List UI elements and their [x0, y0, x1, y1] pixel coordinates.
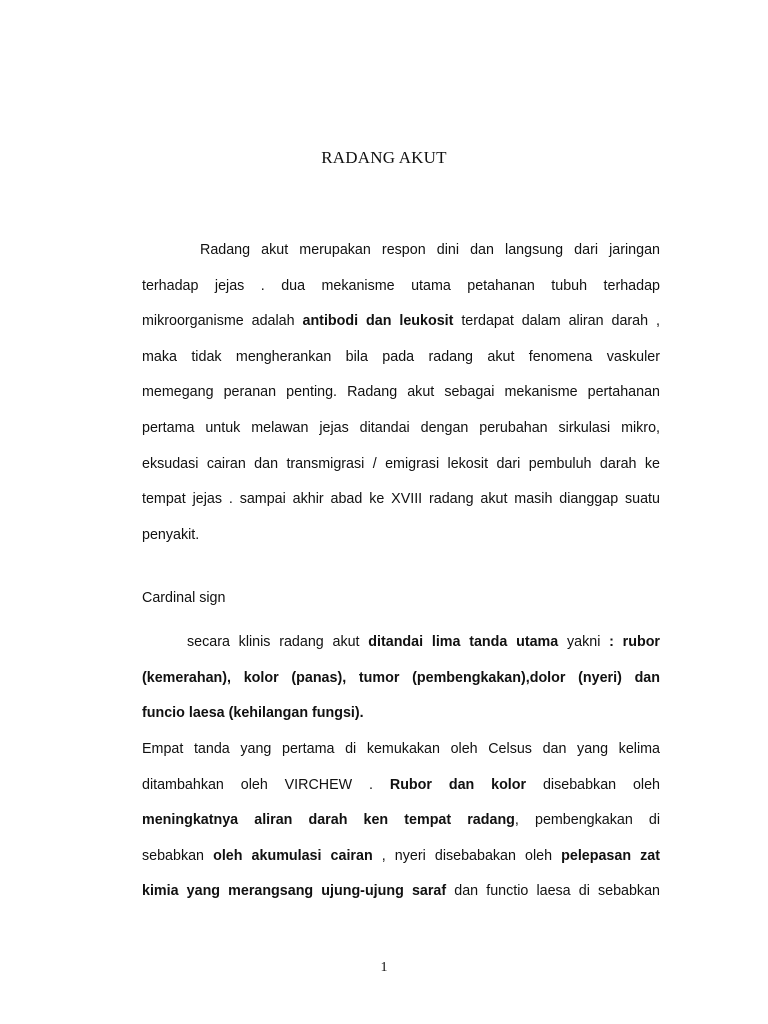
text-line: sebabkan oleh akumulasi cairan , nyeri disebabakan oleh pelepasan zat	[142, 847, 661, 864]
text-line: memegang peranan penting. Radang akut sebagai mekanisme pertahanan	[142, 384, 660, 401]
text-line: Empat tanda yang pertama di kemukakan oleh Celsus dan yang kelima	[142, 741, 660, 757]
text-line: funcio laesa (kehilangan fungsi).	[142, 705, 364, 722]
text-line: pertama untuk melawan jejas ditandai dengan perubahan sirkulasi mikro,	[142, 419, 660, 436]
text-line: (kemerahan), kolor (panas), tumor (pembengkakan),dolor (nyeri) dan	[142, 669, 660, 686]
text-line: ditambahkan oleh VIRCHEW . Rubor dan kolor disebabkan oleh	[142, 776, 661, 793]
page-number: 1	[380, 960, 388, 975]
paragraph-3	[142, 732, 660, 910]
section-heading: Cardinal sign	[142, 590, 226, 606]
paragraph-2	[142, 625, 660, 732]
text-line: mikroorganisme adalah antibodi dan leukosit terdapat dalam aliran darah ,	[142, 313, 660, 330]
text-line: kimia yang merangsang ujung-ujung saraf dan functio laesa di sebabkan	[142, 883, 660, 900]
text-line: penyakit.	[142, 526, 200, 543]
text-line: meningkatnya aliran darah ken tempat radang, pembengkakan di	[142, 812, 661, 829]
text-line: terhadap jejas . dua mekanisme utama petahanan tubuh terhadap	[142, 277, 660, 294]
text-line: eksudasi cairan dan transmigrasi / emigrasi lekosit dari pembuluh darah ke	[142, 455, 660, 472]
text-line: Radang akut merupakan respon dini dan langsung dari jaringan	[200, 242, 660, 258]
paragraph-1	[142, 233, 660, 553]
text-line: maka tidak mengherankan bila pada radang akut fenomena vaskuler	[142, 348, 660, 365]
text-line: secara klinis radang akut ditandai lima tanda utama yakni : rubor	[187, 634, 660, 650]
page-title: RADANG AKUT	[321, 148, 447, 167]
text-line: tempat jejas . sampai akhir abad ke XVIII radang akut masih dianggap suatu	[142, 491, 660, 508]
